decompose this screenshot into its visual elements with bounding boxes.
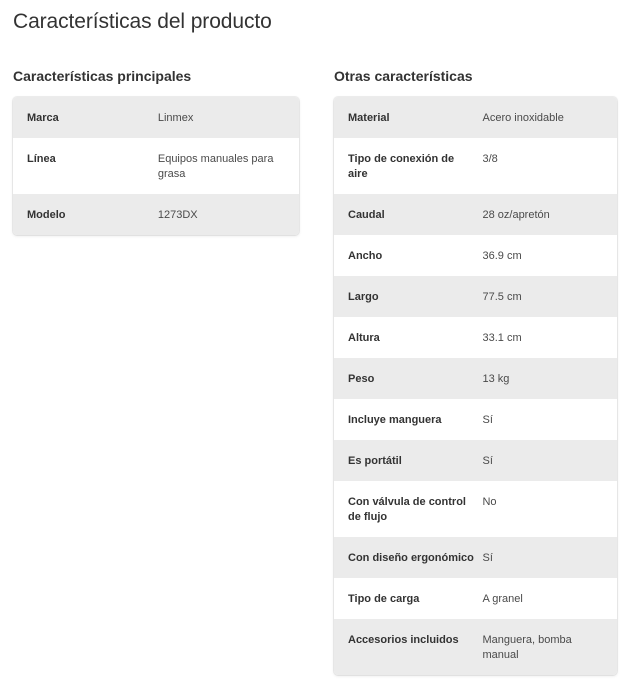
spec-label: Largo xyxy=(348,291,379,303)
spec-value: Sí xyxy=(482,552,493,564)
table-row xyxy=(334,440,617,481)
table-row xyxy=(334,481,617,537)
page-title: Características del producto xyxy=(13,10,272,33)
spec-value: Sí xyxy=(482,414,493,426)
table-row xyxy=(334,317,617,358)
spec-value: No xyxy=(482,496,497,508)
spec-value: 28 oz/apretón xyxy=(482,209,550,221)
other-features-title: Otras características xyxy=(334,68,473,84)
spec-label: Peso xyxy=(348,373,375,385)
main-features-table xyxy=(13,97,299,235)
table-row xyxy=(13,138,299,194)
spec-value: 77.5 cm xyxy=(482,291,522,303)
spec-value: 36.9 cm xyxy=(482,250,522,262)
table-row xyxy=(334,97,617,138)
spec-label: Es portátil xyxy=(348,455,402,467)
spec-value: 3/8 xyxy=(482,153,498,165)
spec-label: Altura xyxy=(348,332,380,344)
spec-label: Tipo de conexión de aire xyxy=(348,153,455,180)
table-row xyxy=(334,619,617,675)
table-row xyxy=(334,235,617,276)
spec-label: Ancho xyxy=(348,250,383,262)
spec-label: Con diseño ergonómico xyxy=(348,552,474,564)
spec-label: Accesorios incluidos xyxy=(348,634,459,646)
table-row xyxy=(334,358,617,399)
spec-value: Linmex xyxy=(157,112,194,124)
spec-label: Caudal xyxy=(348,209,385,221)
spec-label: Tipo de carga xyxy=(348,593,420,605)
table-row xyxy=(13,194,299,235)
spec-value: Acero inoxidable xyxy=(482,112,564,124)
spec-value: 1273DX xyxy=(157,209,198,221)
table-row xyxy=(13,97,299,138)
other-features-table xyxy=(334,97,617,675)
spec-value: Manguera, bomba manual xyxy=(482,634,572,661)
spec-label: Línea xyxy=(27,153,56,165)
spec-label: Incluye manguera xyxy=(348,414,442,426)
table-row xyxy=(334,276,617,317)
table-row xyxy=(334,399,617,440)
spec-value: Sí xyxy=(482,455,493,467)
spec-label: Material xyxy=(348,112,390,124)
spec-value: Equipos manuales para grasa xyxy=(157,153,274,180)
table-row xyxy=(334,194,617,235)
spec-label: Modelo xyxy=(27,209,66,221)
table-row xyxy=(334,537,617,578)
table-row xyxy=(334,138,617,194)
spec-label: Marca xyxy=(27,112,59,124)
spec-value: 13 kg xyxy=(482,373,510,385)
table-row xyxy=(334,578,617,619)
main-features-title: Características principales xyxy=(13,68,192,84)
spec-value: A granel xyxy=(482,593,523,605)
spec-label: Con válvula de control de flujo xyxy=(348,496,466,523)
spec-value: 33.1 cm xyxy=(482,332,522,344)
